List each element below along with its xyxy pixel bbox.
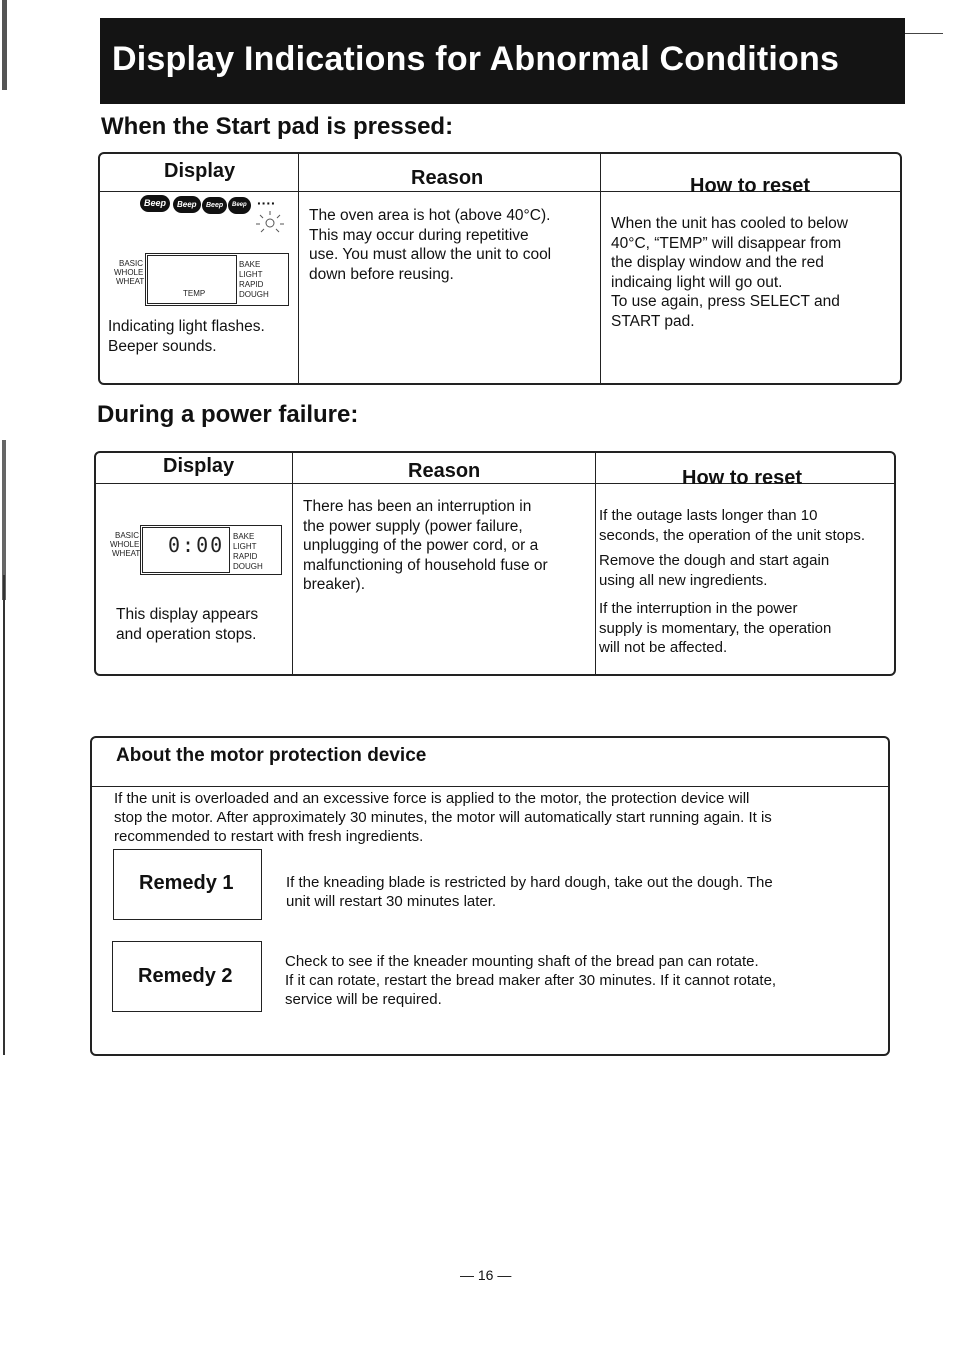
beep-bubble: Beep — [173, 196, 201, 213]
remedy-2-label: Remedy 2 — [138, 965, 233, 987]
lcd-left-label: BASIC — [119, 259, 144, 268]
intro-line: recommended to restart with fresh ingredients. — [114, 828, 424, 845]
reason-line: This may occur during repetitive — [309, 226, 529, 244]
dots-icon: ···· — [257, 195, 276, 211]
lcd-right-label: DOUGH — [239, 290, 269, 299]
reset-line: seconds, the operation of the unit stops. — [599, 526, 866, 544]
reset-line: will not be affected. — [599, 639, 728, 656]
lcd-right-label: RAPID — [239, 280, 264, 289]
column-divider — [298, 153, 299, 384]
column-header-display: Display — [163, 455, 235, 477]
reset-line: the display window and the red — [611, 254, 824, 271]
reset-line: To use again, press SELECT and — [611, 293, 840, 310]
column-divider — [600, 153, 601, 384]
lcd-temp-indicator: TEMP — [183, 289, 206, 298]
remedy-line: service will be required. — [285, 991, 442, 1008]
lcd-right-label: LIGHT — [239, 270, 263, 279]
beep-bubble: Beep — [140, 195, 170, 212]
reset-line: When the unit has cooled to below — [611, 215, 848, 232]
reset-line: using all new ingredients. — [599, 571, 768, 589]
lcd-left-label: BASIC — [115, 531, 140, 540]
beep-bubble: Beep — [202, 197, 227, 214]
column-divider — [595, 452, 596, 675]
remedy-line: If the kneading blade is restricted by hard dough, take out the dough. The — [286, 874, 773, 891]
lcd-left-label: WHEAT — [112, 549, 141, 558]
reason-line: use. You must allow the unit to cool — [309, 246, 552, 263]
reset-line: supply is momentary, the operation — [599, 619, 832, 637]
intro-line: If the unit is overloaded and an excessive force is applied to the motor, the protection device will — [114, 790, 750, 807]
caption-line: Beeper sounds. — [108, 337, 217, 355]
column-header-reset: How to reset — [682, 467, 803, 489]
banner-rule — [905, 33, 943, 34]
column-header-reset: How to reset — [690, 175, 811, 197]
reset-line: If the interruption in the power — [599, 600, 798, 617]
remedy-line: If it can rotate, restart the bread maker after 30 minutes. If it cannot rotate, — [285, 972, 777, 989]
page-number: — 16 — — [460, 1267, 512, 1283]
motor-section-title: About the motor protection device — [116, 745, 427, 766]
start-pad-section-title: When the Start pad is pressed: — [101, 113, 454, 140]
column-header-reason: Reason — [408, 460, 481, 482]
reset-line: Remove the dough and start again — [599, 552, 830, 569]
lcd-right-label: DOUGH — [233, 562, 263, 571]
reset-line: If the outage lasts longer than 10 — [599, 507, 818, 524]
remedy-line: Check to see if the kneader mounting shaft of the bread pan can rotate. — [285, 953, 759, 970]
column-header-display: Display — [164, 160, 236, 182]
panel-header-rule — [91, 786, 889, 787]
flashing-light-icon — [248, 209, 292, 239]
scan-edge-mark — [2, 0, 7, 90]
beep-sound-icon — [140, 193, 290, 241]
scan-edge-mark — [3, 575, 5, 1055]
reason-line: the power supply (power failure, — [303, 517, 523, 535]
power-failure-section-title: During a power failure: — [97, 401, 359, 428]
lcd-right-label: LIGHT — [233, 542, 257, 551]
reason-line: There has been an interruption in — [303, 498, 532, 515]
lcd-left-label: WHOLE — [110, 540, 140, 549]
lcd-left-label: WHEAT — [116, 277, 145, 286]
lcd-right-label: BAKE — [233, 532, 255, 541]
remedy-line: unit will restart 30 minutes later. — [286, 893, 497, 910]
lcd-left-label: WHOLE — [114, 268, 144, 277]
reset-line: START pad. — [611, 312, 695, 330]
reset-text — [611, 214, 899, 331]
display-caption — [108, 317, 293, 356]
remedy-2-text — [285, 952, 880, 1009]
reason-line: unplugging of the power cord, or a — [303, 537, 539, 554]
reason-text — [303, 497, 594, 595]
display-caption — [116, 605, 291, 644]
caption-line: Indicating light flashes. — [108, 318, 265, 335]
lcd-digits: 0:00 — [168, 533, 225, 557]
reset-line: 40°C, “TEMP” will disappear from — [611, 234, 842, 252]
column-divider — [292, 452, 293, 675]
reset-line: indicaing light will go out. — [611, 273, 783, 291]
caption-line: and operation stops. — [116, 625, 257, 643]
page-title: Display Indications for Abnormal Conditions — [112, 40, 840, 78]
lcd-right-label: BAKE — [239, 260, 261, 269]
reason-line: malfunctioning of household fuse or — [303, 556, 548, 574]
remedy-1-label: Remedy 1 — [139, 872, 234, 894]
reason-text — [309, 206, 599, 284]
remedy-1-text — [286, 873, 876, 911]
column-header-reason: Reason — [411, 167, 484, 189]
beep-bubble: Beep — [228, 197, 251, 214]
lcd-right-label: RAPID — [233, 552, 258, 561]
reason-line: The oven area is hot (above 40°C). — [309, 207, 551, 224]
reason-line: breaker). — [303, 576, 366, 593]
caption-line: This display appears — [116, 606, 259, 623]
motor-intro — [114, 789, 884, 846]
reason-line: down before reusing. — [309, 265, 454, 283]
reset-text — [599, 506, 895, 658]
intro-line: stop the motor. After approximately 30 minutes, the motor will automatically start running again. It is — [114, 809, 772, 826]
